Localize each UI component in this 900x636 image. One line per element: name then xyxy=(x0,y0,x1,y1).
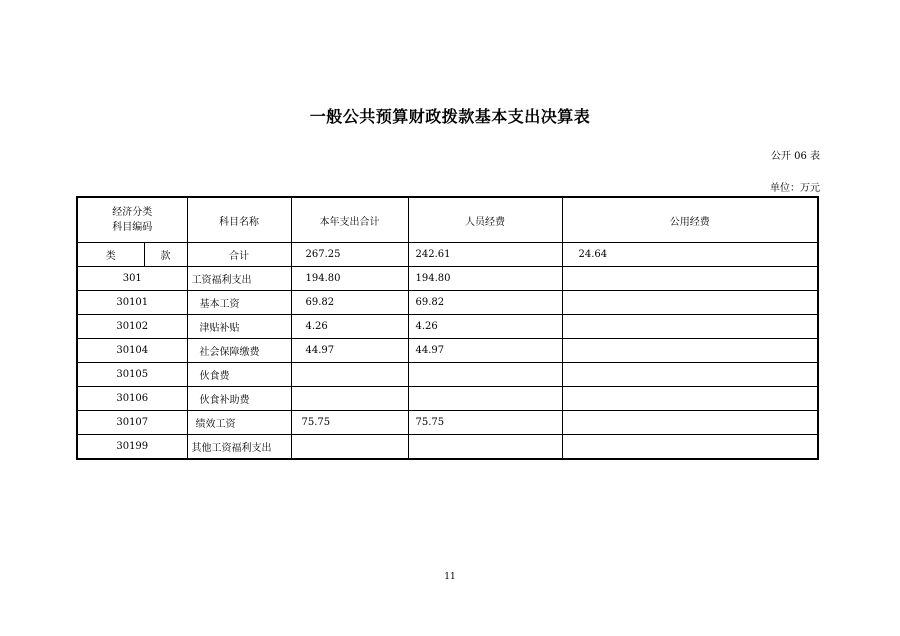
row-name: 伙食费 xyxy=(187,363,291,387)
row-personnel: 75.75 xyxy=(408,411,562,435)
row-total xyxy=(291,387,408,411)
row-code: 301 xyxy=(77,267,187,291)
page-number: 11 xyxy=(444,572,456,582)
row-total: 4.26 xyxy=(291,315,408,339)
row-name: 其他工资福利支出 xyxy=(187,435,291,460)
table-header-row xyxy=(77,197,818,243)
row-total xyxy=(291,363,408,387)
row-public xyxy=(562,315,818,339)
row-code: 30102 xyxy=(77,315,187,339)
unit-label: 单位：万元 xyxy=(770,183,820,194)
row-code: 30106 xyxy=(77,387,187,411)
row-total xyxy=(291,435,408,460)
expenditure-table xyxy=(76,196,819,460)
header-personnel: 人员经费 xyxy=(408,197,562,243)
page-title: 一般公共预算财政拨款基本支出决算表 xyxy=(309,107,591,126)
row-code: 30105 xyxy=(77,363,187,387)
header-kuan: 款 xyxy=(144,243,187,267)
row-name: 津贴补贴 xyxy=(187,315,291,339)
row-name: 工资福利支出 xyxy=(187,267,291,291)
header-total: 本年支出合计 xyxy=(291,197,408,243)
row-personnel: 69.82 xyxy=(408,291,562,315)
table-row xyxy=(77,363,818,387)
row-name: 绩效工资 xyxy=(187,411,291,435)
form-code: 公开 06 表 xyxy=(770,151,820,162)
row-name: 社会保障缴费 xyxy=(187,339,291,363)
row-personnel: 4.26 xyxy=(408,315,562,339)
table-row xyxy=(77,387,818,411)
row-code: 30104 xyxy=(77,339,187,363)
row-total: 194.80 xyxy=(291,267,408,291)
table-row xyxy=(77,315,818,339)
header-econ-class xyxy=(77,197,187,243)
sum-personnel: 242.61 xyxy=(408,243,562,267)
row-personnel xyxy=(408,387,562,411)
row-code: 30199 xyxy=(77,435,187,460)
row-public xyxy=(562,411,818,435)
table-row xyxy=(77,291,818,315)
row-public xyxy=(562,363,818,387)
table-row xyxy=(77,339,818,363)
row-public xyxy=(562,435,818,460)
header-subject-code-label: 科目编码 xyxy=(112,222,153,233)
header-econ-class-label: 经济分类 xyxy=(112,207,153,218)
sum-total: 267.25 xyxy=(291,243,408,267)
header-lei: 类 xyxy=(77,243,144,267)
row-public xyxy=(562,267,818,291)
row-total: 44.97 xyxy=(291,339,408,363)
header-public: 公用经费 xyxy=(562,197,818,243)
row-code: 30101 xyxy=(77,291,187,315)
table-row xyxy=(77,267,818,291)
row-total: 69.82 xyxy=(291,291,408,315)
row-total: 75.75 xyxy=(291,411,408,435)
row-name: 基本工资 xyxy=(187,291,291,315)
row-code: 30107 xyxy=(77,411,187,435)
header-subject-name: 科目名称 xyxy=(187,197,291,243)
row-personnel xyxy=(408,435,562,460)
table-row xyxy=(77,435,818,460)
row-public xyxy=(562,387,818,411)
row-personnel: 44.97 xyxy=(408,339,562,363)
row-personnel: 194.80 xyxy=(408,267,562,291)
sum-public: 24.64 xyxy=(562,243,818,267)
table-sum-row xyxy=(77,243,818,267)
row-personnel xyxy=(408,363,562,387)
row-public xyxy=(562,339,818,363)
table-row xyxy=(77,411,818,435)
sum-label: 合计 xyxy=(187,243,291,267)
row-name: 伙食补助费 xyxy=(187,387,291,411)
row-public xyxy=(562,291,818,315)
